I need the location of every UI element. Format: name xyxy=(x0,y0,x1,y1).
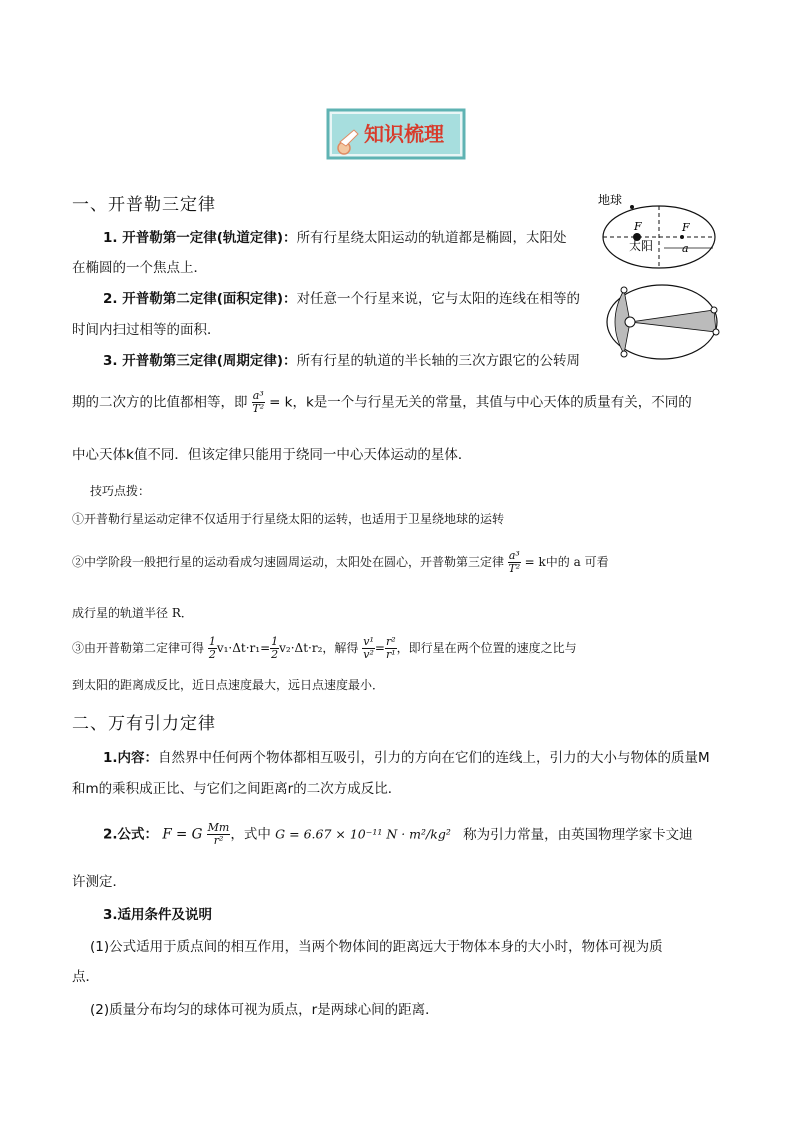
ellipse-orbit-diagram xyxy=(596,190,726,270)
condition-1-cont: 点． xyxy=(72,969,99,985)
tip3: ③由开普勒第二定律可得 $\frac{1}{2}$ v₁·Δt·r₁= $\frac{1}{2}$ v₂·Δt·r₂，解得 $\frac{\text{v¹}}{\text{v²}}$ = $\frac{\text{r²}}{\text{r¹}}$ ，即行星在两个位置的速度之比与 xyxy=(72,635,577,661)
section2-heading: 二、万有引力定律 xyxy=(72,714,216,734)
condition-1: (1)公式适用于质点间的相互作用，当两个物体间的距离远大于物体本身的大小时，物体可视为质 xyxy=(90,939,663,955)
banner-title: 知识梳理 xyxy=(364,122,444,146)
gravity-content-cont: 和m的乘积成正比、与它们之间距离r的二次方成反比． xyxy=(72,781,402,797)
tips-title: 技巧点拨： xyxy=(90,484,151,498)
law1-cont: 在椭圆的一个焦点上． xyxy=(72,260,207,276)
svg-text:F: F xyxy=(634,220,642,233)
conditions-title: 3.适用条件及说明 xyxy=(103,907,213,923)
gravity-content: 1.内容：自然界中任何两个物体都相互吸引，引力的方向在它们的连线上，引力的大小与物体的质量M xyxy=(103,750,710,766)
earth-label: 地球 xyxy=(598,193,623,207)
sun-label: 太阳 xyxy=(629,239,654,253)
tip2-cont: 成行星的轨道半径 R． xyxy=(72,606,193,620)
area-law-diagram xyxy=(604,280,724,366)
tip3-cont: 到太阳的距离成反比，近日点速度最大，远日点速度最小． xyxy=(72,678,385,692)
svg-text:a: a xyxy=(682,242,689,255)
law2: 2. 开普勒第二定律(面积定律)：对任意一个行星来说，它与太阳的连线在相等的 xyxy=(103,291,581,307)
gravity-formula-cont: 许测定． xyxy=(72,874,126,890)
banner-graphic xyxy=(326,108,466,160)
tip2: ②中学阶段一般把行星的运动看成匀速圆周运动，太阳处在圆心，开普勒第三定律 $\frac{\text{a³}}{\text{T²}}$ = k中的 a 可看 xyxy=(72,549,609,575)
svg-text:F: F xyxy=(682,221,690,234)
gravity-formula: 2.公式： F = G $\frac{Mm}{\text{r²}}$ ，式中 G = 6.67 × 10⁻¹¹ N · m²/kg² 称为引力常量，由英国物理学家卡文迪 xyxy=(103,821,693,847)
law3: 3. 开普勒第三定律(周期定律)：所有行星的轨道的半长轴的三次方跟它的公转周 xyxy=(103,353,581,369)
knowledge-banner xyxy=(326,108,466,160)
law2-cont: 时间内扫过相等的面积． xyxy=(72,322,221,338)
law3-cont2: 中心天体k值不同．但该定律只能用于绕同一中心天体运动的星体． xyxy=(72,447,472,463)
law1: 1. 开普勒第一定律(轨道定律)：所有行星绕太阳运动的轨道都是椭圆，太阳处 xyxy=(103,230,567,246)
law3-cont: 期的二次方的比值都相等，即 $\frac{\text{a³}}{\text{T²}}$ = k，k是一个与行星无关的常量，其值与中心天体的质量有关，不同的 xyxy=(72,389,692,415)
condition-2: (2)质量分布均匀的球体可视为质点，r是两球心间的距离． xyxy=(90,1002,439,1018)
kepler3-fraction: $\frac{\text{a³}}{\text{T²}}$ xyxy=(252,389,265,415)
tip1: ①开普勒行星运动定律不仅适用于行星绕太阳的运转，也适用于卫星绕地球的运转 xyxy=(72,512,505,526)
section1-heading: 一、开普勒三定律 xyxy=(72,195,216,215)
